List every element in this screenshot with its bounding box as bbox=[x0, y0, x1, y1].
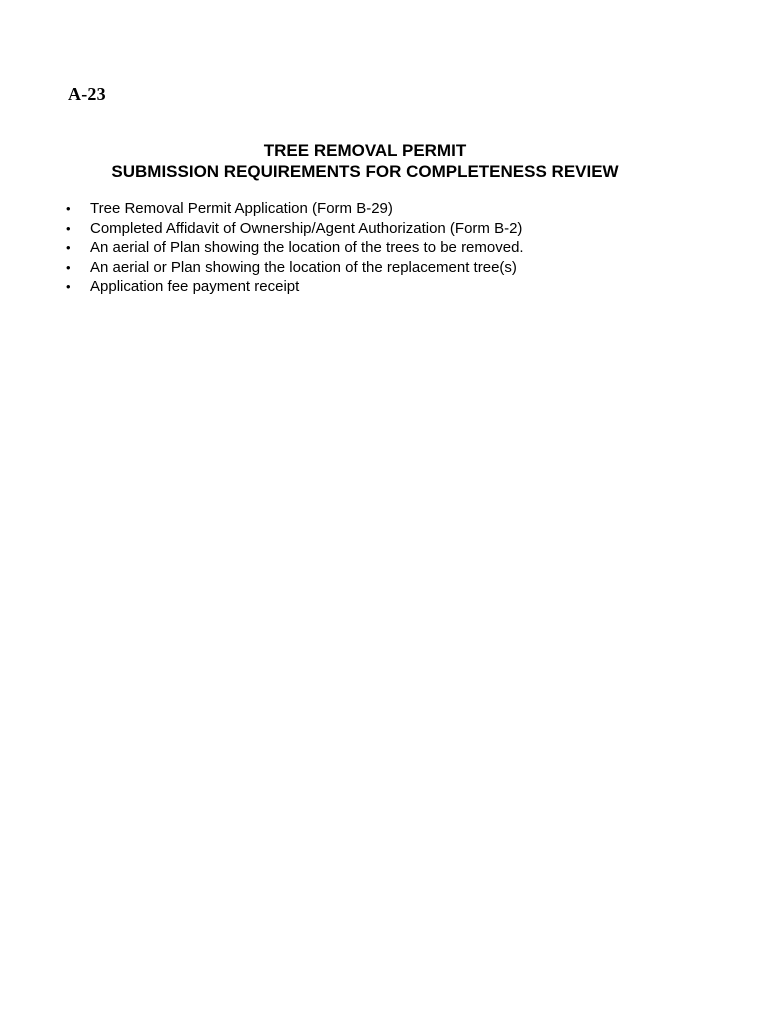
requirements-list bbox=[66, 199, 524, 297]
requirement-text: An aerial or Plan showing the location of the replacement tree(s) bbox=[90, 258, 517, 276]
bullet-icon: • bbox=[66, 201, 71, 216]
list-item bbox=[66, 219, 524, 239]
title-block bbox=[0, 140, 730, 182]
bullet-icon: • bbox=[66, 220, 71, 236]
form-code: A-23 bbox=[68, 84, 106, 104]
requirement-text: An aerial of Plan showing the location of the trees to be removed. bbox=[90, 239, 524, 256]
bullet-icon: • bbox=[66, 259, 71, 275]
list-item bbox=[66, 199, 524, 219]
document-title: TREE REMOVAL PERMIT bbox=[263, 141, 467, 160]
list-item bbox=[66, 277, 524, 297]
bullet-icon: • bbox=[66, 240, 71, 255]
list-item bbox=[66, 258, 524, 278]
bullet-icon: • bbox=[66, 279, 71, 294]
requirement-text: Completed Affidavit of Ownership/Agent Authorization (Form B-2) bbox=[90, 219, 523, 237]
list-item bbox=[66, 238, 524, 258]
document-subtitle: SUBMISSION REQUIREMENTS FOR COMPLETENESS REVIEW bbox=[111, 162, 619, 181]
requirement-text: Application fee payment receipt bbox=[90, 278, 300, 295]
requirement-text: Tree Removal Permit Application (Form B-29) bbox=[90, 200, 393, 217]
